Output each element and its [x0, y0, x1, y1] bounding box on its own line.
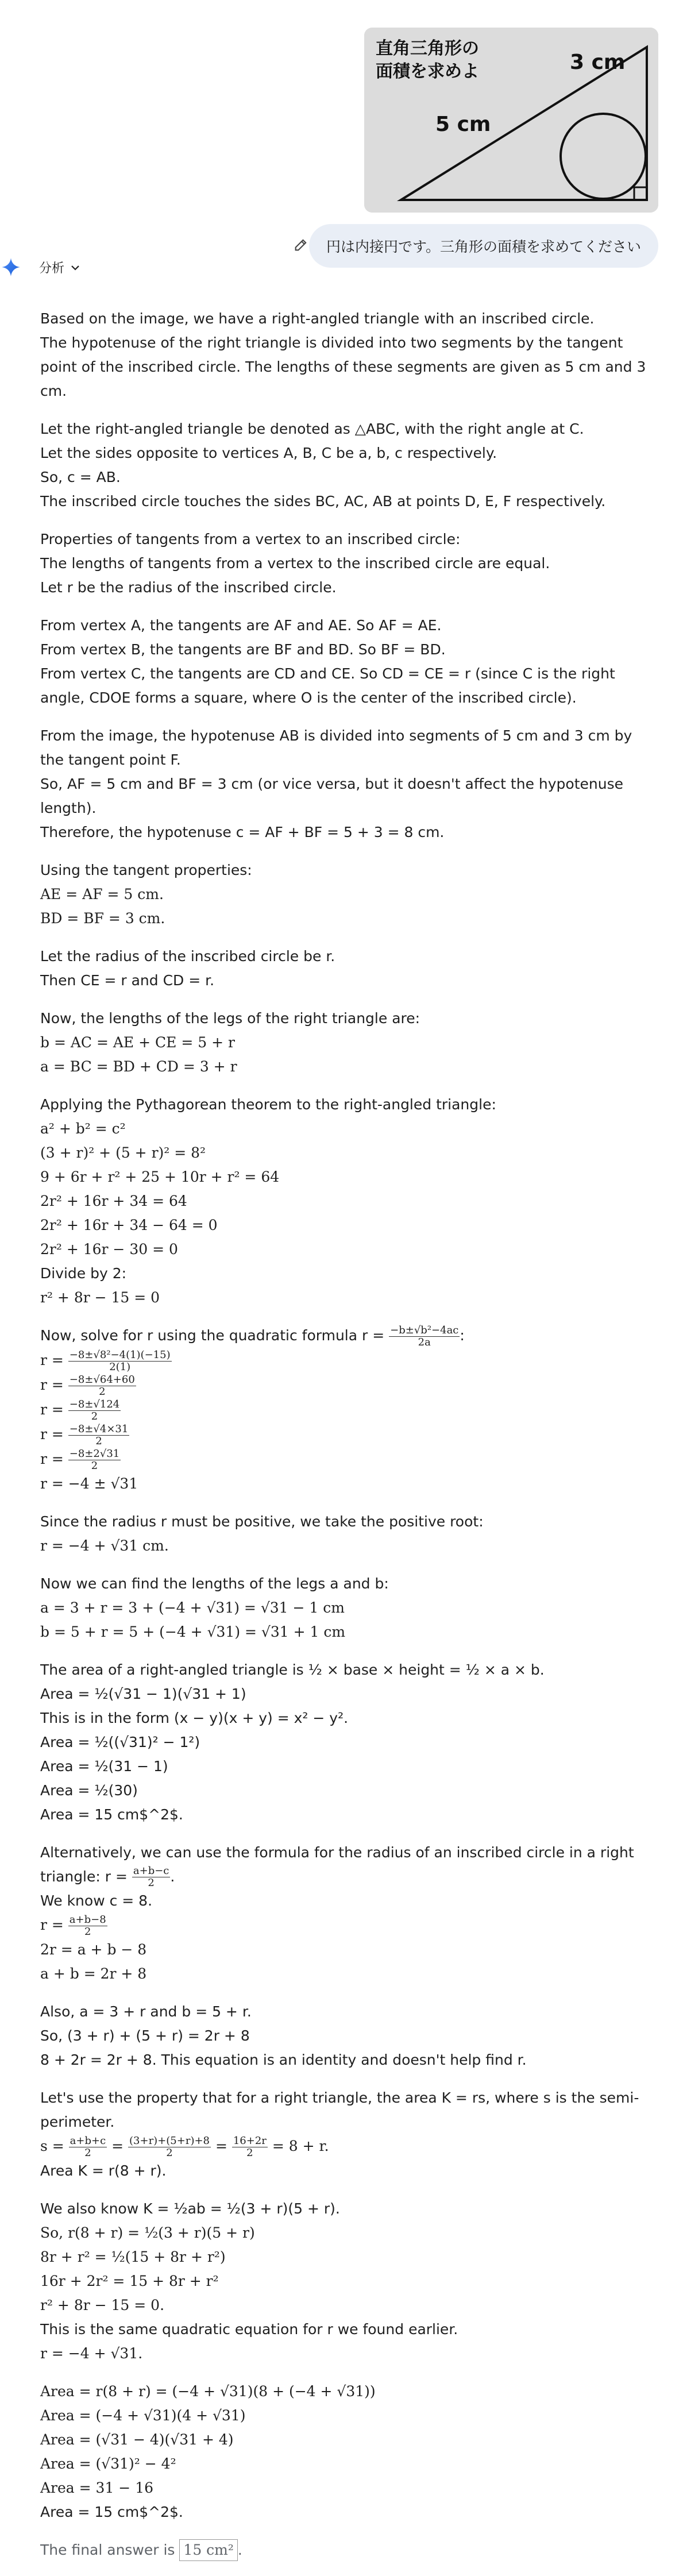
response-line: So, c = AB. [40, 469, 121, 485]
response-line: Area = 15 cm$^2$. [40, 1806, 183, 1823]
response-line: Area = r(8 + r) = (−4 + √31)(8 + (−4 + √31)) [40, 2383, 376, 2400]
response-line: Area = ½((√31)² − 1²) [40, 1733, 200, 1750]
response-line: a = BC = BD + CD = 3 + r [40, 1058, 237, 1075]
response-line: The hypotenuse of the right triangle is divided into two segments by the tangent point of the inscribed circle. The lengths of these segments are given as 5 cm and 3 cm. [40, 334, 646, 399]
response-line: Properties of tangents from a vertex to an inscribed circle: [40, 531, 461, 547]
response-line: Since the radius r must be positive, we take the positive root: [40, 1513, 484, 1530]
triangle-diagram [364, 28, 658, 213]
response-line: r = $\frac{a+b-8}{2}$ [40, 1914, 106, 1938]
response-line: From vertex C, the tangents are CD and CE. So CD = CE = r (since C is the right angle, CDOE forms a square, where O is the center of the inscribed circle). [40, 665, 615, 706]
response-line: r² + 8r − 15 = 0 [40, 1289, 160, 1306]
final-answer-box: 15 cm² [179, 2539, 238, 2561]
response-line: Applying the Pythagorean theorem to the right-angled triangle: [40, 1096, 496, 1113]
final-answer-line: The final answer is 15 cm² . [40, 2538, 657, 2562]
response-line: r = $\frac{-8\pm√64+60}{2}$ [40, 1373, 135, 1398]
response-line: We also know K = ½ab = ½(3 + r)(5 + r). [40, 2200, 340, 2217]
response-line: Now, the lengths of the legs of the right triangle are: [40, 1010, 420, 1027]
response-line: Let the right-angled triangle be denoted as △ABC, with the right angle at C. [40, 421, 584, 437]
response-line: Area = 15 cm$^2$. [40, 2504, 183, 2520]
response-line: 2r² + 16r − 30 = 0 [40, 1241, 178, 1258]
response-line: So, AF = 5 cm and BF = 3 cm (or vice versa, but it doesn't affect the hypotenuse length). [40, 776, 623, 816]
response-line: BD = BF = 3 cm. [40, 910, 165, 927]
response-line: b = 5 + r = 5 + (−4 + √31) = √31 + 1 cm [40, 1623, 346, 1640]
analysis-toggle[interactable] [39, 259, 80, 276]
response-line: Let's use the property that for a right triangle, the area K = rs, where s is the semi-perimeter. [40, 2089, 639, 2130]
response-line: From the image, the hypotenuse AB is divided into segments of 5 cm and 3 cm by the tangent point F. [40, 727, 632, 768]
response-line: 8 + 2r = 2r + 8. This equation is an identity and doesn't help find r. [40, 2051, 527, 2068]
response-line: So, r(8 + r) = ½(3 + r)(5 + r) [40, 2224, 255, 2241]
chevron-down-icon [70, 263, 80, 273]
response-line: r = $\frac{\text{−8±√8²−4(1)(−15)}}{2(1)}$ [40, 1348, 171, 1373]
response-line: a = 3 + r = 3 + (−4 + √31) = √31 − 1 cm [40, 1599, 345, 1616]
response-line: Using the tangent properties: [40, 862, 252, 878]
response-line: Divide by 2: [40, 1265, 127, 1282]
gemini-sparkle-icon [1, 257, 21, 277]
response-line: This is the same quadratic equation for r we found earlier. [40, 2321, 458, 2338]
response-line: Area = (√31)² − 4² [40, 2455, 176, 2472]
response-line: r = $\frac{-8\pm√4\times 31}{2}$ [40, 1422, 129, 1447]
response-line: Area = ½(√31 − 1)(√31 + 1) [40, 1685, 246, 1702]
response-line: The inscribed circle touches the sides BC, AC, AB at points D, E, F respectively. [40, 493, 606, 510]
analysis-toggle-label: 分析 [39, 261, 65, 276]
response-line: 2r = a + b − 8 [40, 1941, 147, 1958]
response-line: r² + 8r − 15 = 0. [40, 2297, 165, 2313]
image-label-3cm: 3 cm [570, 51, 626, 74]
response-line: 8r + r² = ½(15 + 8r + r²) [40, 2249, 226, 2265]
response-line: Also, a = 3 + r and b = 5 + r. [40, 2003, 252, 2020]
response-line: a² + b² = c² [40, 1120, 126, 1137]
pencil-icon[interactable] [293, 237, 310, 254]
response-line: Now, solve for r using the quadratic formula r = $\frac{\text{−b±√b²−4ac}}{2a}$ : [40, 1324, 465, 1348]
response-line: 16r + 2r² = 15 + 8r + r² [40, 2273, 219, 2289]
response-line: Let the radius of the inscribed circle be r. [40, 948, 335, 965]
response-line: Now we can find the lengths of the legs a and b: [40, 1575, 389, 1592]
image-title-line2: 面積を求めよ [376, 61, 479, 82]
response-line: Therefore, the hypotenuse c = AF + BF = 5 + 3 = 8 cm. [40, 824, 445, 840]
response-line: The area of a right-angled triangle is ½ × base × height = ½ × a × b. [40, 1661, 545, 1678]
response-line: Area = ½(31 − 1) [40, 1757, 168, 1775]
response-line: Area = (√31 − 4)(√31 + 4) [40, 2431, 234, 2448]
response-line: Area = 31 − 16 [40, 2479, 154, 2496]
response-line: 2r² + 16r + 34 = 64 [40, 1193, 187, 1209]
response-line: Then CE = r and CD = r. [40, 972, 215, 989]
response-line: r = $\frac{-8\pm 2√31}{2}$ [40, 1447, 120, 1472]
response-line: 9 + 6r + r² + 25 + 10r + r² = 64 [40, 1169, 280, 1185]
response-line: Let the sides opposite to vertices A, B, C be a, b, c respectively. [40, 445, 497, 461]
response-line: From vertex A, the tangents are AF and AE. So AF = AE. [40, 617, 442, 634]
model-response [40, 307, 657, 2576]
image-title-line1: 直角三角形の [376, 38, 479, 59]
response-line: Area = (−4 + √31)(4 + √31) [40, 2407, 246, 2424]
response-line: We know c = 8. [40, 1892, 153, 1909]
user-prompt-bubble: 円は内接円です。三角形の面積を求めてください [309, 224, 658, 268]
response-line: This is in the form (x − y)(x + y) = x² − y². [40, 1709, 349, 1726]
response-line: Alternatively, we can use the formula for the radius of an inscribed circle in a right triangle: r = $\frac{a+b-c}{2}$ . [40, 1844, 634, 1889]
response-line: Based on the image, we have a right-angled triangle with an inscribed circle. [40, 310, 595, 327]
response-line: Let r be the radius of the inscribed circle. [40, 579, 337, 596]
response-line: AE = AF = 5 cm. [40, 886, 164, 903]
response-line: r = −4 + √31. [40, 2345, 143, 2362]
response-line: So, (3 + r) + (5 + r) = 2r + 8 [40, 2027, 250, 2044]
response-line: From vertex B, the tangents are BF and BD. So BF = BD. [40, 641, 446, 658]
response-line: Area K = r(8 + r). [40, 2162, 167, 2179]
model-header [0, 253, 683, 287]
response-line: r = $\frac{-8\pm√124}{2}$ [40, 1398, 120, 1422]
response-line: Area = ½(30) [40, 1781, 138, 1799]
response-line: b = AC = AE + CE = 5 + r [40, 1034, 235, 1051]
response-line: s = $\frac{a+b+c}{2}$ = $\frac{(3+r)+(5+r)+8}{2}$ = $\frac{16+2r}{2}$ = 8 + r. [40, 2135, 329, 2159]
response-line: r = −4 + √31 cm. [40, 1537, 169, 1554]
response-line: a + b = 2r + 8 [40, 1965, 147, 1982]
image-label-5cm: 5 cm [435, 113, 491, 136]
response-line: The lengths of tangents from a vertex to the inscribed circle are equal. [40, 555, 550, 572]
response-line: 2r² + 16r + 34 − 64 = 0 [40, 1217, 218, 1233]
response-line: r = −4 ± √31 [40, 1475, 138, 1492]
attached-image[interactable] [364, 28, 658, 213]
response-line: (3 + r)² + (5 + r)² = 8² [40, 1144, 206, 1161]
